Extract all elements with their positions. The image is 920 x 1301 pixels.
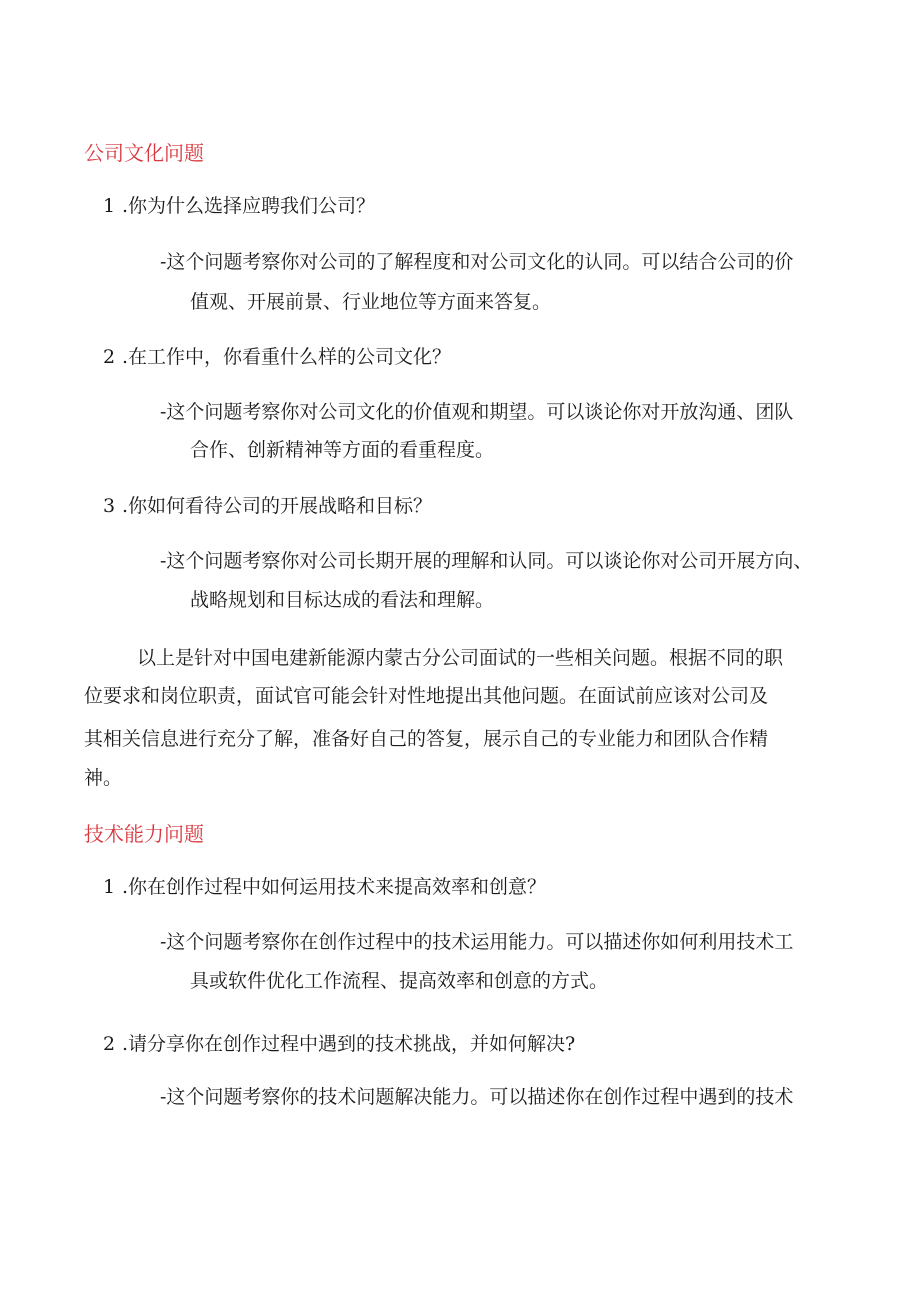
answer-line: -这个问题考察你对公司长期开展的理解和认同。可以谈论你对公司开展方向、 xyxy=(160,550,813,572)
answer-line: -这个问题考察你在创作过程中的技术运用能力。可以描述你如何利用技术工 xyxy=(160,931,794,953)
answer-line: 具或软件优化工作流程、提高效率和创意的方式。 xyxy=(190,970,609,992)
answer-line: -这个问题考察你对公司的了解程度和对公司文化的认同。可以结合公司的价 xyxy=(160,251,794,273)
answer-line: -这个问题考察你对公司文化的价值观和期望。可以谈论你对开放沟通、团队 xyxy=(160,401,794,423)
summary-line: 位要求和岗位职责，面试官可能会针对性地提出其他问题。在面试前应该对公司及 xyxy=(84,685,769,707)
summary-line: 以上是针对中国电建新能源内蒙古分公司面试的一些相关问题。根据不同的职 xyxy=(137,647,784,669)
answer-line: 值观、开展前景、行业地位等方面来答复。 xyxy=(190,291,552,313)
question-number: 1 xyxy=(103,195,116,217)
answer-line: -这个问题考察你的技术问题解决能力。可以描述你在创作过程中遇到的技术 xyxy=(160,1086,794,1108)
question-number: 1 xyxy=(103,876,116,898)
section-heading-technical: 技术能力问题 xyxy=(84,822,204,846)
question-text: .在工作中，你看重什么样的公司文化？ xyxy=(122,346,452,368)
answer-line: 合作、创新精神等方面的看重程度。 xyxy=(190,439,495,461)
question-text: .请分享你在创作过程中遇到的技术挑战，并如何解决? xyxy=(122,1033,576,1055)
question-number: 2 xyxy=(103,346,116,368)
question-number: 3 xyxy=(103,495,116,517)
question-text: .你在创作过程中如何运用技术来提高效率和创意？ xyxy=(122,876,547,898)
section-heading-culture: 公司文化问题 xyxy=(84,141,204,165)
question-text: .你如何看待公司的开展战略和目标？ xyxy=(122,495,433,517)
summary-line: 其相关信息进行充分了解，准备好自己的答复，展示自己的专业能力和团队合作精 xyxy=(84,728,769,750)
question-text: .你为什么选择应聘我们公司？ xyxy=(122,195,376,217)
answer-line: 战略规划和目标达成的看法和理解。 xyxy=(190,589,495,611)
summary-line: 神。 xyxy=(84,767,123,789)
question-number: 2 xyxy=(103,1033,116,1055)
